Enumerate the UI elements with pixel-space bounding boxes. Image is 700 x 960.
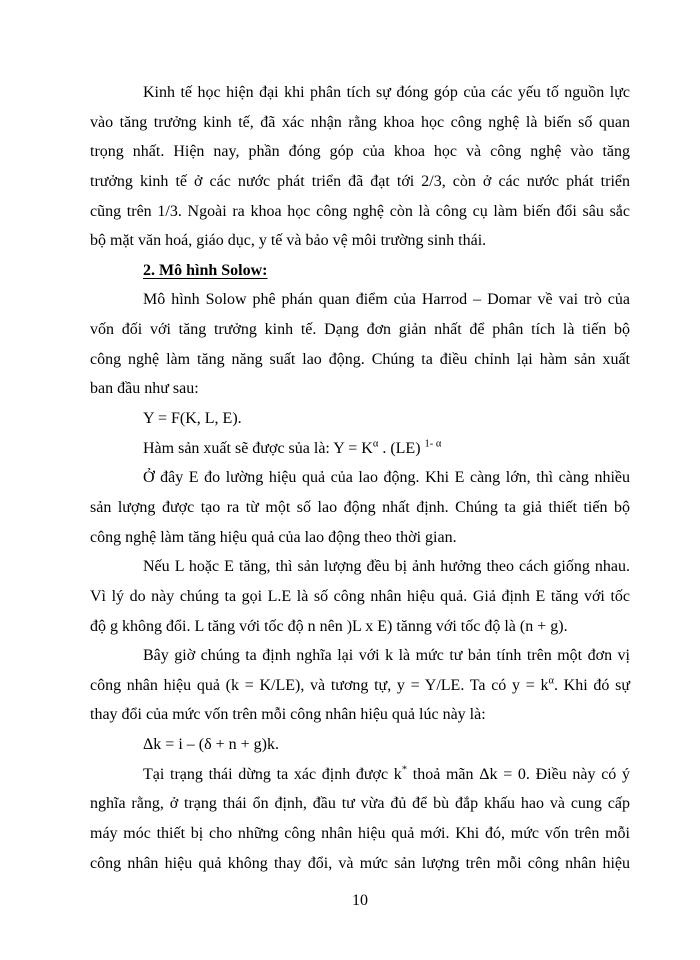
paragraph-line [90,78,630,108]
paragraph-line [90,374,630,404]
formula-line [90,404,630,434]
text-run: Δk = i – (δ + n + g)k. [143,736,279,754]
text-run: thoả mãn Δk = 0. Điều này có ý [407,765,630,783]
paragraph-line [90,315,630,345]
text-run: trưởng kinh tế ở các nước phát triển đã đạt tới 2/3, còn ở các nước phát triển [90,172,630,190]
text-run: . (LE) [378,439,425,457]
superscript: α [372,438,379,450]
paragraph-line [90,641,630,671]
formula-line [90,730,630,760]
text-run: vào tăng trưởng kinh tế, đã xác nhận rằng khoa học công nghệ là biến số quan [90,113,630,131]
text-run: ban đầu như sau: [90,380,199,398]
text-run: độ g không đổi. L tăng với tốc độ n nên )L x E) tănng với tốc độ là (n + g). [90,617,568,635]
paragraph-line [90,137,630,167]
paragraph-line [90,552,630,582]
text-run: cũng trên 1/3. Ngoài ra khoa học công nghệ còn là công cụ làm biến đổi sâu sắc [90,202,630,220]
section-heading [90,256,630,286]
text-run: Bây giờ chúng ta định nghĩa lại với k là mức tư bản tính trên một đơn vị [143,647,630,665]
paragraph-line [90,463,630,493]
formula-line [90,434,630,464]
paragraph-line [90,523,630,553]
superscript: * [401,764,408,776]
paragraph-line [90,108,630,138]
text-run: Kinh tế học hiện đại khi phân tích sự đóng góp của các yếu tố nguồn lực [143,84,630,101]
text-run: công nhân hiệu quả (k = K/LE), và tương tự, y = Y/LE. Ta có y = k [90,676,549,694]
paragraph-line [90,285,630,315]
text-run: công nghệ làm tăng năng suất lao động. Chúng ta điều chỉnh lại hàm sản xuất [90,350,630,368]
text-run: nghĩa rằng, ở trạng thái ổn định, đầu tư vừa đủ để bù đắp khấu hao và cung cấp [90,795,630,813]
paragraph-line [90,493,630,523]
text-run: sản lượng được tạo ra từ một số lao động nhất định. Chúng ta giả thiết tiến bộ [90,498,630,516]
paragraph-line [90,582,630,612]
text-run: Ở đây E đo lường hiệu quả của lao động. Khi E càng lớn, thì càng nhiều [143,469,630,487]
text-run: . Khi đó sự [553,676,630,694]
text-run: Y = F(K, L, E). [143,410,242,428]
text-run: thay đổi của mức vốn trên mỗi công nhân hiệu quả lúc này là: [90,706,486,724]
text-run: Mô hình Solow phê phán quan điểm của Harrod – Domar về vai trò của [143,291,630,309]
text-run: công nhân hiệu quả không thay đổi, và mức sản lượng trên mỗi công nhân hiệu [90,854,630,872]
text-run: Tại trạng thái dừng ta xác định được k [143,765,402,783]
paragraph-line [90,167,630,197]
paragraph-line [90,789,630,819]
paragraph-line [90,849,630,879]
superscript: 1- α [424,438,442,450]
superscript: α [548,675,554,687]
paragraph-line [90,612,630,642]
text-run: máy móc thiết bị cho những công nhân hiệu quả mới. Khi đó, mức vốn trên mỗi [90,825,630,843]
text-run: bộ mặt văn hoá, giáo dục, y tế và bảo vệ môi trường sinh thái. [90,232,487,250]
text-run: Vì lý do này chúng ta gọi L.E là số công nhân hiệu quả. Giả định E tăng với tốc [90,587,630,605]
document-body [90,78,630,878]
page-number: 10 [352,892,368,909]
text-run: Hàm sản xuất sẽ được sủa là: Y = K [143,439,373,457]
paragraph-line [90,760,630,790]
text-run: trọng nhất. Hiện nay, phần đóng góp của khoa học và công nghệ vào tăng [90,143,630,161]
paragraph-line [90,226,630,256]
paragraph-line [90,345,630,375]
paragraph-line [90,197,630,227]
text-run: 2. Mô hình Solow: [143,261,268,279]
paragraph-line [90,700,630,730]
paragraph-line [90,819,630,849]
text-run: Nếu L hoặc E tăng, thì sản lượng đều bị ảnh hưởng theo cách giống nhau. [143,558,630,576]
text-run: công nghệ làm tăng hiệu quả của lao động theo thời gian. [90,528,457,546]
paragraph-line [90,671,630,701]
text-run: vốn đối với tăng trưởng kinh tế. Dạng đơn giản nhất để phân tích là tiến bộ [90,321,630,339]
